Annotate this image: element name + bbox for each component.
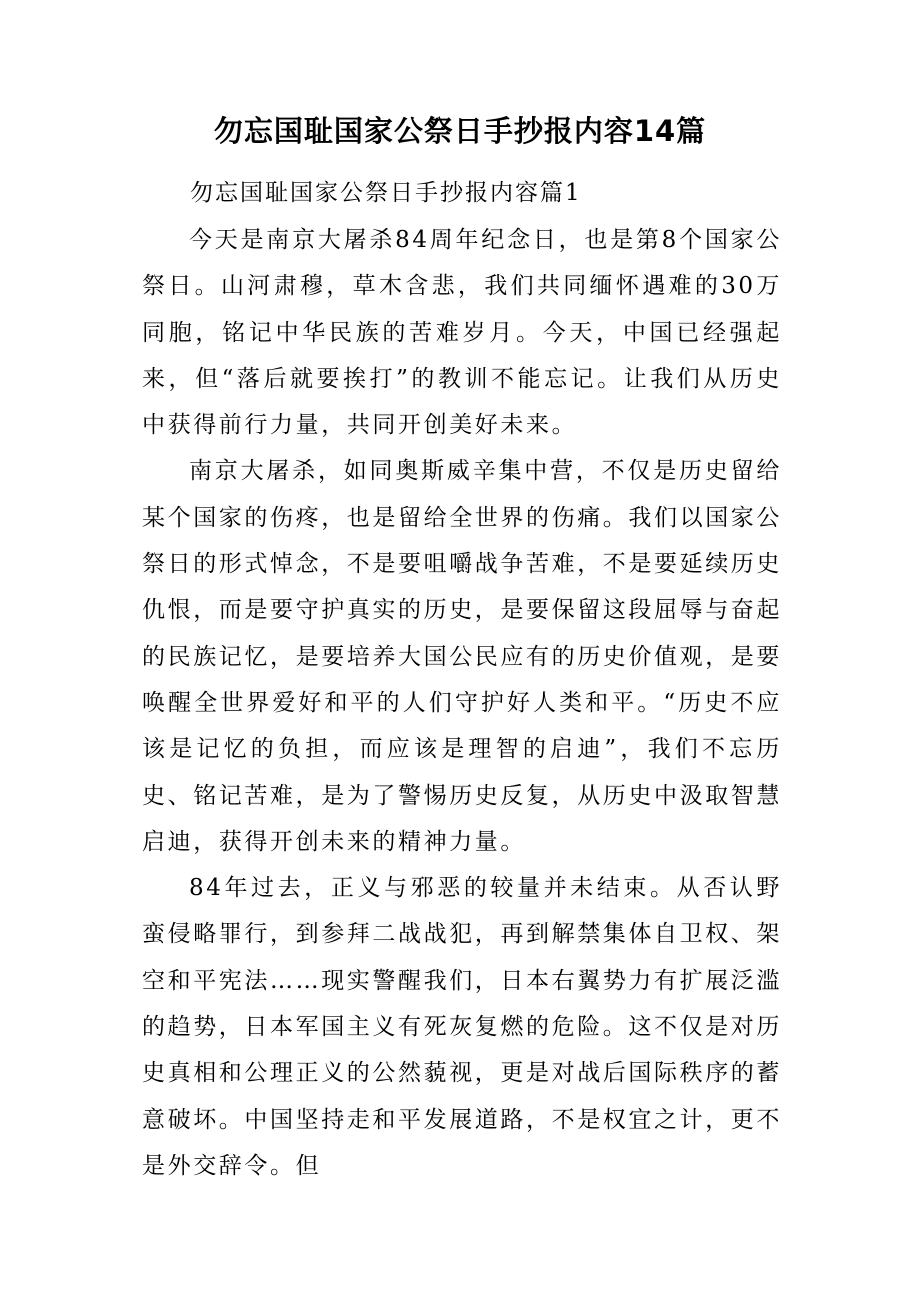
paragraph-3: 84年过去，正义与邪恶的较量并未结束。从否认野蛮侵略罪行，到参拜二战战犯，再到解禁集体自卫权、架空和平宪法……现实警醒我们，日本右翼势力有扩展泛滥的趋势，日本军国主义有死灰复燃的危险。这不仅是对历史真相和公理正义的公然藐视，更是对战后国际秩序的蓄意破坏。中国坚持走和平发展道路，不是权宜之计，更不是外交辞令。但 (142, 875, 782, 1179)
article-body (142, 217, 782, 1189)
paragraph-2: 南京大屠杀，如同奥斯威辛集中营，不仅是历史留给某个国家的伤疼，也是留给全世界的伤痛。我们以国家公祭日的形式悼念，不是要咀嚼战争苦难，不是要延续历史仇恨，而是要守护真实的历史，是要保留这段屈辱与奋起的民族记忆，是要培养大国公民应有的历史价值观，是要唤醒全世界爱好和平的人们守护好人类和平。“历史不应该是记忆的负担，而应该是理智的启迪”，我们不忘历史、铭记苦难，是为了警惕历史反复，从历史中汲取智慧启迪，获得开创未来的精神力量。 (142, 458, 782, 855)
document-title: 勿忘国耻国家公祭日手抄报内容14篇 (213, 114, 707, 148)
section-heading: 勿忘国耻国家公祭日手抄报内容篇1 (190, 180, 582, 206)
paragraph-1: 今天是南京大屠杀84周年纪念日，也是第8个国家公祭日。山河肃穆，草木含悲，我们共同缅怀遇难的30万同胞，铭记中华民族的苦难岁月。今天，中国已经强起来，但“落后就要挨打”的教训不能忘记。让我们从历史中获得前行力量，共同开创美好未来。 (142, 227, 782, 439)
